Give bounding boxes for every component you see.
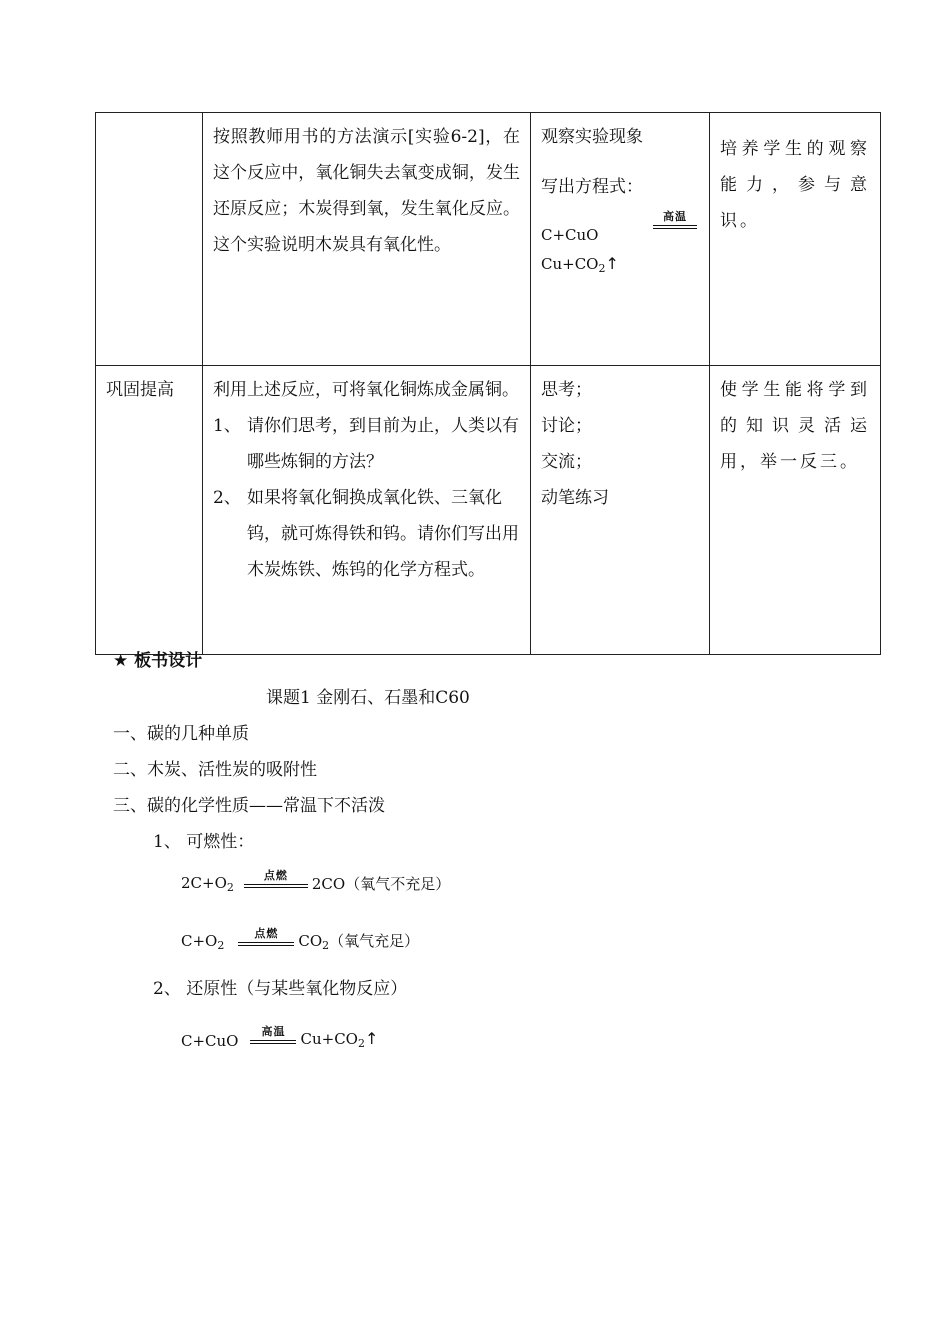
subscript: 2	[226, 881, 234, 894]
design-intent-cell: 培养学生的观察能力，参与意识。	[710, 113, 881, 366]
subscript: 2	[217, 939, 225, 952]
outline-item: 二、木炭、活性炭的吸附性	[113, 760, 317, 780]
equation-lhs: C+CuO	[181, 1032, 239, 1050]
table-row	[96, 113, 881, 366]
subscript: 2	[322, 939, 330, 952]
student-activity-cell	[531, 366, 710, 655]
equation-rhs	[298, 930, 419, 952]
reaction-condition: 点燃	[263, 869, 288, 882]
equation-rhs-main: Cu+CO	[541, 255, 599, 273]
teacher-activity-cell: 按照教师用书的方法演示[实验6-2]，在这个反应中，氧化铜失去氧变成铜，发生还原反应；木炭得到氧，发生氧化反应。这个实验说明木炭具有氧化性。	[203, 113, 531, 366]
equation-lhs	[181, 932, 224, 952]
equation-row	[541, 211, 699, 251]
equation-rhs	[300, 1029, 378, 1050]
reaction-condition: 高温	[261, 1025, 286, 1038]
student-line: 讨论；	[541, 416, 592, 436]
equation-lhs-main: 2C+O	[181, 874, 227, 892]
student-line: 动笔练习	[541, 488, 609, 508]
student-activity-cell	[531, 113, 710, 366]
list-text: 请你们思考，到目前为止，人类以有哪些炼铜的方法？	[247, 416, 519, 472]
lesson-title: 课题1 金刚石、石墨和C60	[266, 688, 470, 708]
section-heading: ★ 板书设计	[113, 651, 203, 671]
equal-sign	[238, 928, 294, 946]
equal-sign	[653, 211, 697, 229]
gas-arrow: ↑	[605, 254, 619, 273]
sub-item: 2、 还原性（与某些氧化物反应）	[153, 979, 408, 999]
list-item	[213, 408, 520, 480]
equation-rhs: 2CO（氧气不充足）	[311, 875, 451, 893]
gas-arrow: ↑	[364, 1029, 379, 1048]
design-intent-cell: 使学生能将学到的知识灵活运用，举一反三。	[710, 366, 881, 655]
equal-sign	[244, 870, 308, 888]
equation-lhs: C+CuO	[541, 226, 599, 244]
sub-item: 1、 可燃性：	[153, 832, 255, 852]
teacher-intro: 利用上述反应，可将氧化铜炼成金属铜。	[213, 380, 519, 400]
equation-reduction	[181, 1026, 378, 1050]
list-item	[213, 480, 520, 588]
stage-cell: 巩固提高	[96, 366, 203, 655]
outline-item: 一、碳的几种单质	[113, 724, 249, 744]
student-line: 写出方程式：	[541, 177, 643, 197]
equation-combustion-incomplete	[181, 870, 450, 894]
subscript: 2	[357, 1037, 365, 1050]
reaction-condition: 高温	[663, 210, 687, 223]
outline-item: 三、碳的化学性质——常温下不活泼	[113, 796, 385, 816]
equation-combustion-complete	[181, 928, 419, 952]
teacher-list	[213, 408, 520, 588]
equation-rhs-main: CO	[298, 932, 323, 950]
list-text: 如果将氧化铜换成氧化铁、三氧化钨，就可炼得铁和钨。请你们写出用木炭炼铁、炼钨的化学方程式。	[247, 488, 519, 580]
student-line: 交流；	[541, 452, 592, 472]
equation-rhs	[541, 251, 699, 282]
list-number: 2、	[213, 488, 241, 508]
subscript: 2	[598, 262, 606, 275]
teacher-activity-cell	[203, 366, 531, 655]
stage-cell	[96, 113, 203, 366]
equation-lhs-main: C+O	[181, 932, 218, 950]
student-line: 观察实验现象	[541, 127, 643, 147]
list-number: 1、	[213, 416, 241, 436]
equation-rhs-main: Cu+CO	[300, 1030, 358, 1048]
equation-note: （氧气充足）	[329, 932, 420, 950]
table-row	[96, 366, 881, 655]
student-line: 思考；	[541, 380, 592, 400]
lesson-table	[95, 112, 881, 655]
reaction-condition: 点燃	[254, 927, 279, 940]
equation-lhs	[181, 874, 234, 894]
equal-sign	[250, 1026, 296, 1044]
